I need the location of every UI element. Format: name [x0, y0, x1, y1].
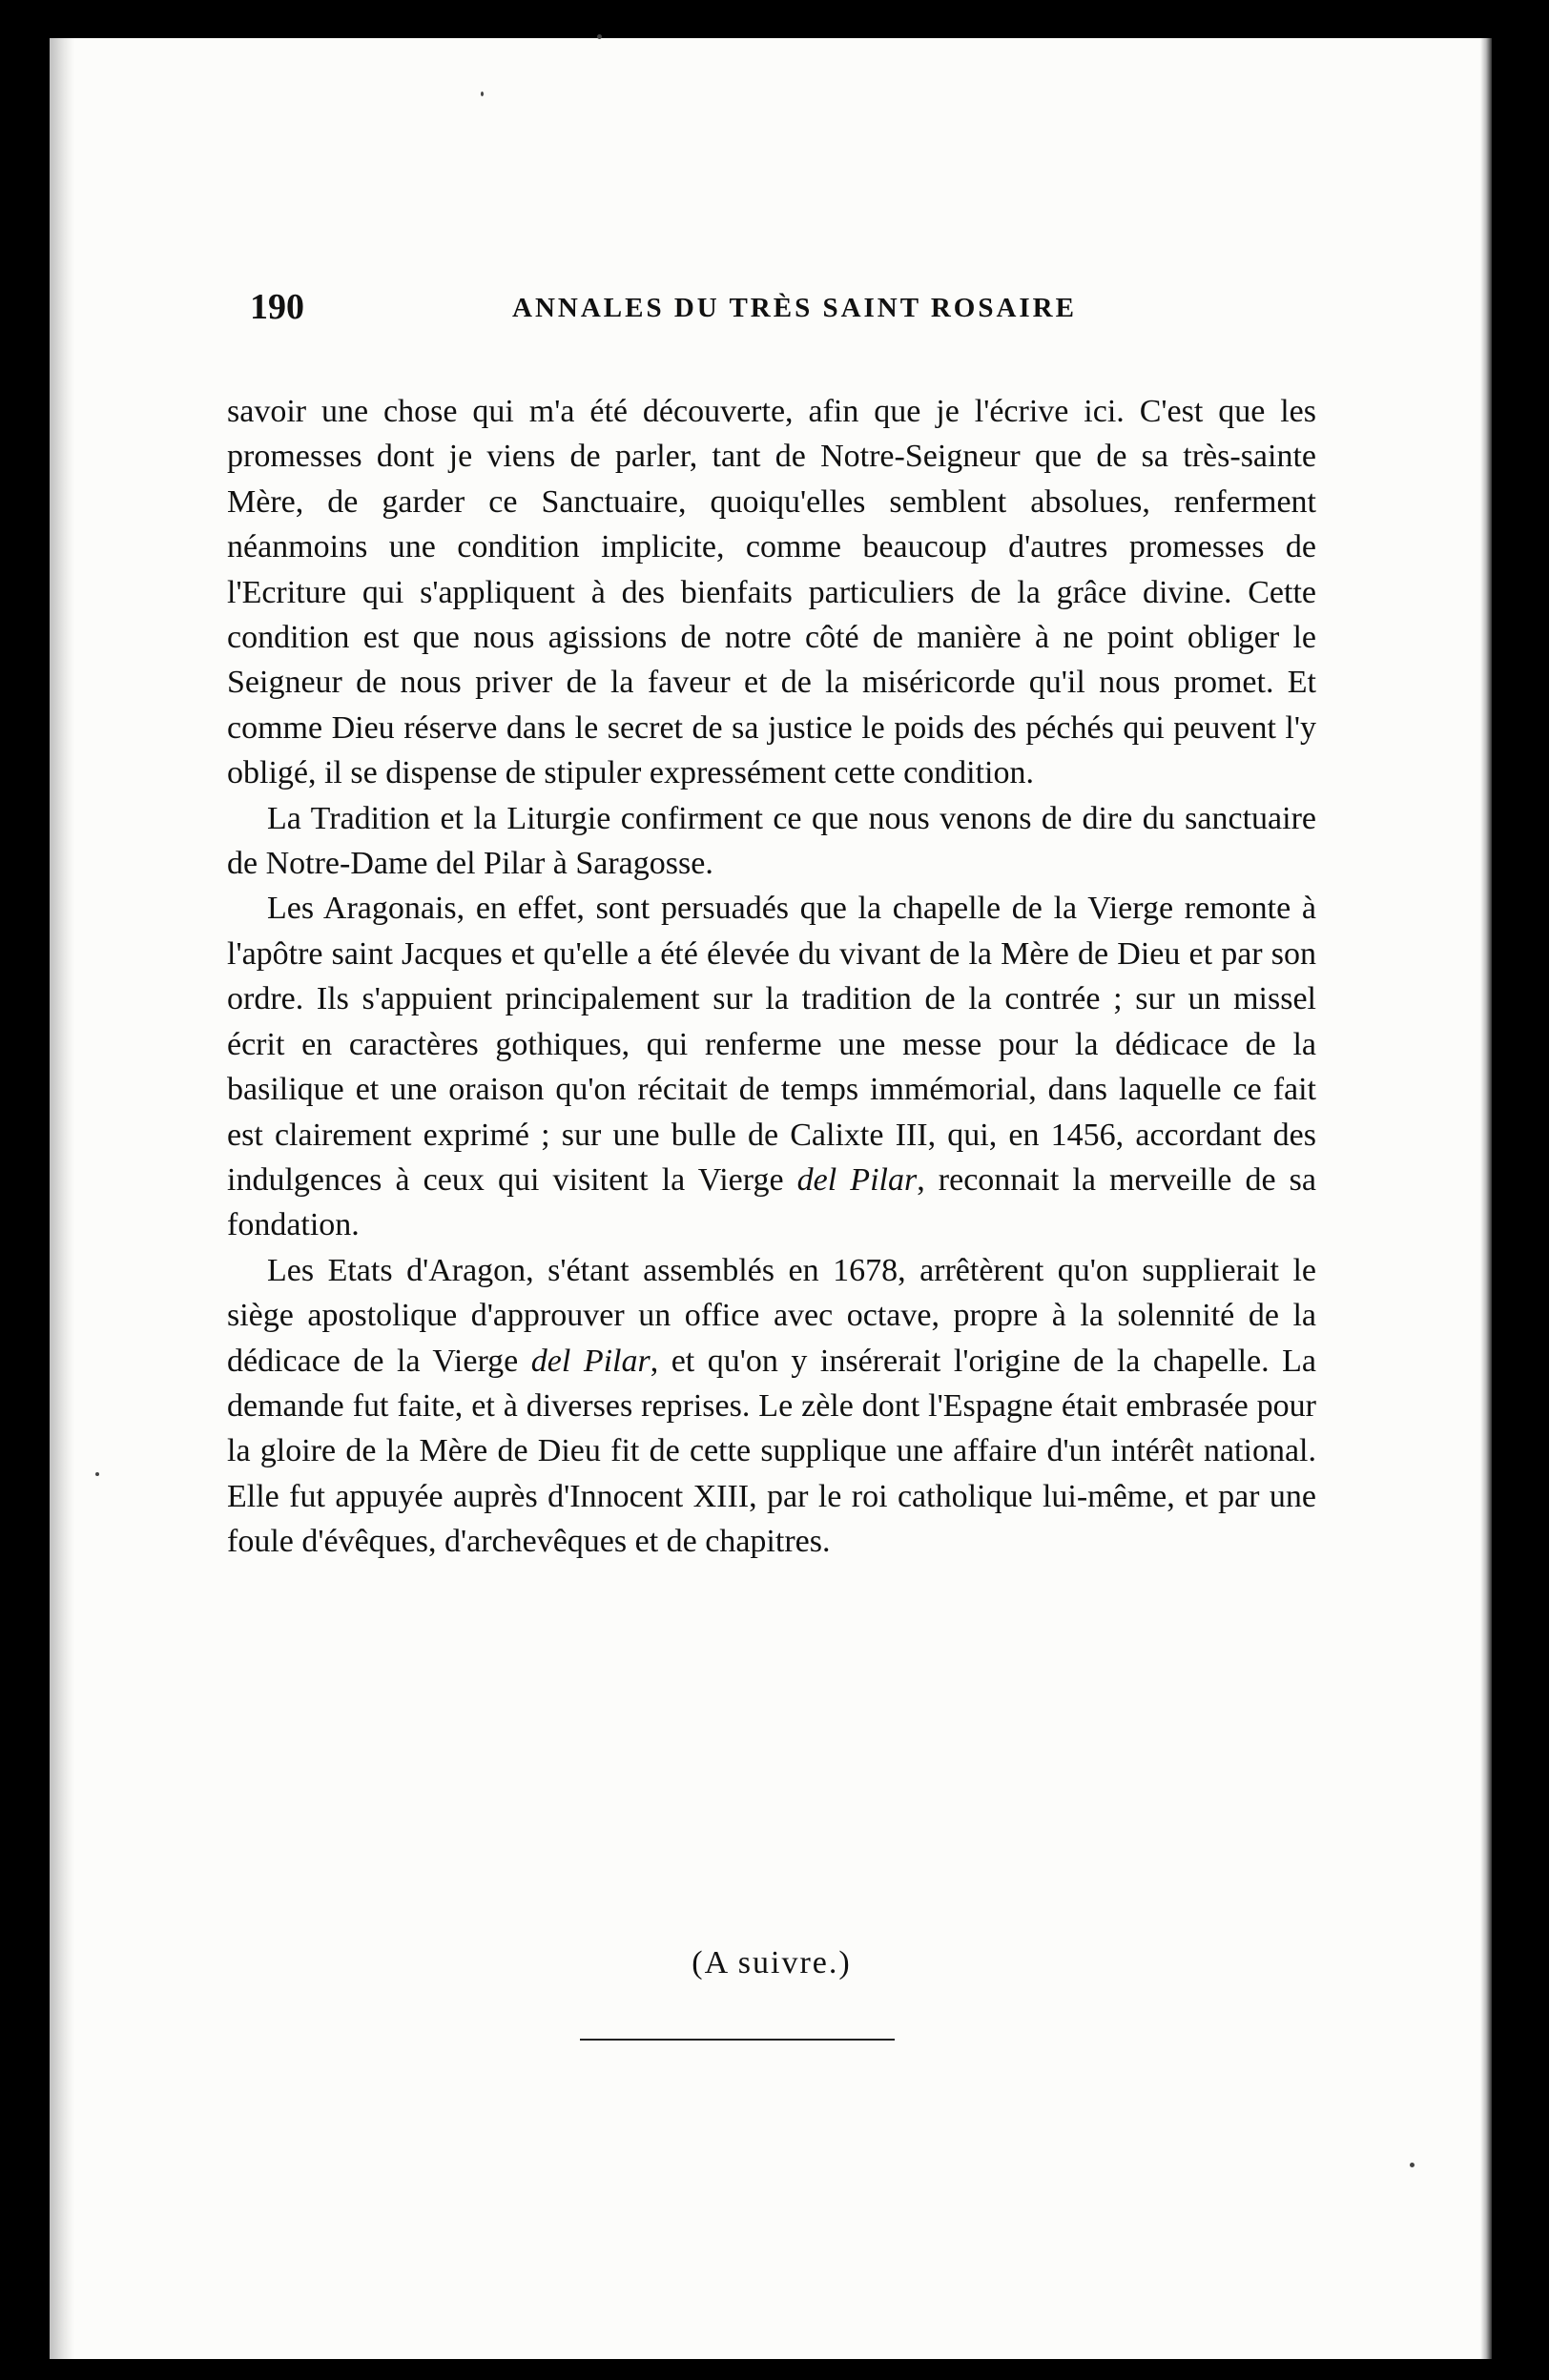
- paragraph: La Tradition et la Liturgie confirment ce que nous venons de dire du sanctuaire de Notre-Dame del Pilar à Saragosse.: [227, 800, 1316, 882]
- dust-speck: [95, 1472, 99, 1476]
- italic-term: del Pilar: [796, 1161, 918, 1198]
- page-number: 190: [250, 287, 304, 327]
- paragraph: [227, 886, 1316, 1247]
- paragraph-text: Les Etats d'Aragon, s'étant assemblés en 1678, arrêtèrent qu'on supplierait le siège apostolique d'approuver un office avec octave, propre à la solennité de la dédicace de la Vierge: [227, 1252, 1316, 1379]
- running-title: ANNALES DU TRÈS SAINT ROSAIRE: [512, 293, 1077, 323]
- page-gutter-shadow: [50, 38, 74, 2359]
- to-be-continued: (A suivre.): [692, 1945, 852, 1980]
- dust-speck: [1410, 2163, 1415, 2167]
- paragraph-continuation: savoir une chose qui m'a été découverte, afin que je l'écrive ici. C'est que les promesses dont je viens de parler, tant de Notre-Seigneur que de sa très-sainte Mère, de garder ce Sanctuaire, quoiqu'elles semblent absolues, renferment néanmoins une condition implicite, comme beaucoup d'autres promesses de l'Ecriture qui s'appliquent à des bienfaits particuliers de la grâce divine. Cette condition est que nous agissions de notre côté de manière à ne point obliger le Seigneur de nous priver de la faveur et de la miséricorde qu'il nous promet. Et comme Dieu réserve dans le secret de sa justice le poids des péchés qui peuvent l'y obligé, il se dispense de stipuler expressément cette condition.: [227, 394, 1316, 791]
- running-header: [250, 277, 1118, 343]
- dust-speck: [597, 34, 602, 39]
- paragraph-text: Les Aragonais, en effet, sont persuadés que la chapelle de la Vierge remonte à l'apôtre saint Jacques et qu'elle a été élevée du vivant de la Mère de Dieu et par son ordre. Ils s'appuient principalement sur la tradition de la contrée ; sur un missel écrit en caractères gothiques, qui renferme une messe pour la dédicace de la basilique et une oraison qu'on récitait de temps immémorial, dans laquelle ce fait est clairement exprimé ; sur une bulle de Calixte III, qui, en 1456, accordant des indulgences à ceux qui visitent la Vierge: [227, 891, 1316, 1198]
- paragraph: [227, 1248, 1316, 1565]
- dust-speck: [481, 92, 484, 96]
- paragraph-text: , et qu'on y insérerait l'origine de la chapelle. La demande fut faite, et à diverses reprises. Le zèle dont l'Espagne était embrasée pour la gloire de la Mère de Dieu fit de cette supplique une affaire d'un intérêt national. Elle fut appuyée auprès d'Innocent XIII, par le roi catholique lui-même, et par une foule d'évêques, d'archevêques et de chapitres.: [227, 1343, 1317, 1560]
- end-rule: [580, 2039, 895, 2041]
- italic-term: del Pilar: [530, 1343, 651, 1379]
- paragraph-text: , reconnait la merveille de sa fondation.: [227, 1161, 1316, 1243]
- page-edge-shadow: [1480, 38, 1492, 2359]
- body-text: [227, 389, 1316, 1565]
